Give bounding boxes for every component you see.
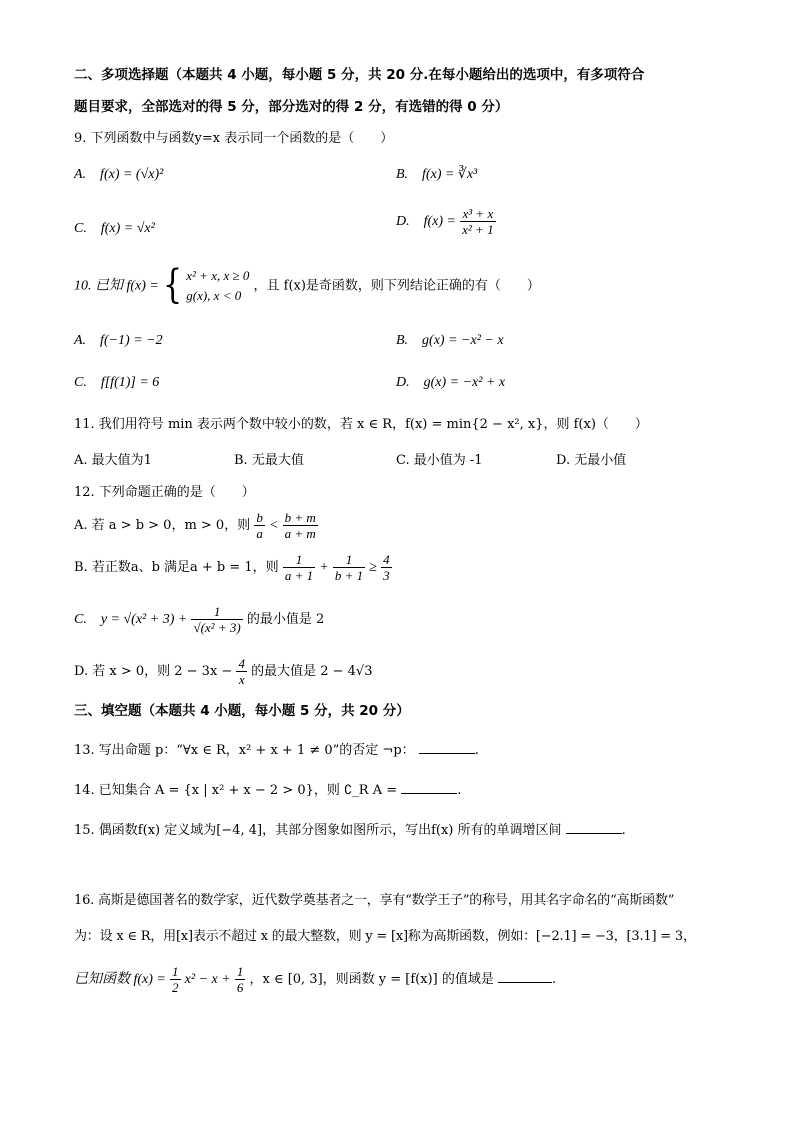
q12-option-c-frac-den: √(x² + 3) <box>193 620 241 635</box>
q11-option-a: A. 最大值为1 <box>74 453 152 468</box>
q16-frac1 <box>170 964 181 995</box>
q10-stem <box>74 262 540 309</box>
q16-frac2-num: 1 <box>236 964 244 979</box>
q9-option-c: C. f(x) = √x² <box>74 221 155 236</box>
q13-answer-blank[interactable] <box>419 740 475 754</box>
q16-frac2 <box>235 964 246 995</box>
q14-line <box>74 780 461 800</box>
q16-line1: 16. 高斯是德国著名的数学家，近代数学奠基者之一，享有“数学王子”的称号，用其名字命名的“高斯函数” <box>74 893 675 908</box>
q12-option-a-frac1-num: b <box>256 510 263 525</box>
q12-option-a-frac1 <box>254 510 265 541</box>
q9-option-d-fraction <box>460 206 495 237</box>
q12-option-b <box>74 552 392 583</box>
q12-option-b-ge: ≥ <box>369 560 377 575</box>
q10-option-b: B. g(x) = −x² − x <box>396 333 504 348</box>
q16-tail: . <box>551 972 557 987</box>
q9-option-b: B. f(x) = ∛x³ <box>396 167 478 182</box>
q16-line2: 为：设 x ∈ R，用[x]表示不超过 x 的最大整数，则 y = [x]称为高斯函数，例如：[−2.1] = −3，[3.1] = 3， <box>74 929 696 944</box>
q12-option-b-frac1 <box>283 552 315 583</box>
q10-option-a: A. f(−1) = −2 <box>74 333 163 348</box>
q12-option-a <box>74 510 318 541</box>
q9-option-d-denominator: x² + 1 <box>462 222 494 237</box>
q12-option-b-frac1-num: 1 <box>283 552 315 568</box>
q16-line3 <box>74 964 556 995</box>
q12-option-a-frac2 <box>283 510 318 541</box>
q10-option-c: C. f[f(1)] = 6 <box>74 375 160 390</box>
q12-option-b-frac3-num: 4 <box>383 552 390 567</box>
q12-option-b-frac1-den: a + 1 <box>284 568 314 583</box>
q16-frac1-den: 2 <box>172 980 179 995</box>
q12-option-c <box>74 604 324 635</box>
q12-option-d-frac <box>236 656 247 687</box>
q12-stem: 12. 下列命题正确的是（ ） <box>74 485 255 500</box>
q15-line <box>74 820 626 840</box>
q12-option-d-post: 的最大值是 2 − 4√3 <box>251 664 373 679</box>
q12-option-a-frac1-den: a <box>256 526 263 541</box>
q12-option-c-frac-num: 1 <box>191 604 242 620</box>
q11-option-b: B. 无最大值 <box>234 453 304 468</box>
q13-line <box>74 740 479 760</box>
q15-text: 15. 偶函数f(x) 定义域为[−4, 4]，其部分图象如图所示，写出f(x) 所有的单调增区间 <box>74 823 562 838</box>
q15-tail: . <box>621 823 626 838</box>
q9-stem: 9. 下列函数中与函数y=x 表示同一个函数的是（ ） <box>74 131 394 146</box>
q12-option-b-frac3-den: 3 <box>383 568 390 583</box>
q10-case-2: g(x), x < 0 <box>186 288 242 303</box>
q12-option-d-pre: D. 若 x > 0，则 2 − 3x − <box>74 664 233 679</box>
q11-stem: 11. 我们用符号 min 表示两个数中较小的数，若 x ∈ R，f(x) = min{2 − x², x}，则 f(x)（ ） <box>74 417 648 432</box>
q12-option-c-pre: C. y = √(x² + 3) + <box>74 612 188 627</box>
q14-text: 14. 已知集合 A = {x | x² + x − 2 > 0}，则 ∁_R A = <box>74 783 398 798</box>
q16-answer-blank[interactable] <box>498 969 552 983</box>
q13-text: 13. 写出命题 p：“∀x ∈ R，x² + x + 1 ≠ 0”的否定 ¬p： <box>74 743 415 758</box>
q12-option-c-frac <box>191 604 242 635</box>
q12-option-a-pre: A. 若 a > b > 0，m > 0，则 <box>74 518 251 533</box>
q11-option-d: D. 无最小值 <box>556 453 627 468</box>
q12-option-d-frac-den: x <box>238 672 245 687</box>
q12-option-a-frac2-den: a + m <box>284 526 316 541</box>
q12-option-a-frac2-num: b + m <box>284 510 316 525</box>
q16-line3-mid: x² − x + <box>184 972 231 987</box>
q10-cases <box>186 266 249 306</box>
section2-heading-line1: 二、多项选择题（本题共 4 小题，每小题 5 分，共 20 分.在每小题给出的选项中，有多项符合 <box>74 67 645 83</box>
q16-line3-pre: 已知函数 f(x) = <box>74 972 166 987</box>
q16-frac1-num: 1 <box>172 964 179 979</box>
q13-tail: . <box>474 743 479 758</box>
q9-option-d-numerator: x³ + x <box>460 206 495 222</box>
section2-heading-line2: 题目要求，全部选对的得 5 分，部分选对的得 2 分，有选错的得 0 分） <box>74 99 509 115</box>
q10-option-d: D. g(x) = −x² + x <box>396 375 506 390</box>
q16-frac2-den: 6 <box>236 980 244 995</box>
q12-option-b-plus: + <box>319 560 329 575</box>
q9-option-d <box>396 206 496 237</box>
q10-stem-post: ，且 f(x)是奇函数，则下列结论正确的有（ ） <box>253 278 540 294</box>
q10-case-1: x² + x, x ≥ 0 <box>186 268 250 283</box>
q12-option-b-frac2-num: 1 <box>333 552 365 568</box>
q12-option-c-post: 的最小值是 2 <box>246 612 325 627</box>
q14-answer-blank[interactable] <box>401 780 457 794</box>
q15-answer-blank[interactable] <box>566 820 622 834</box>
q11-option-c: C. 最小值为 -1 <box>396 453 483 468</box>
q12-option-a-lt: < <box>268 518 279 533</box>
q16-line3-post: ，x ∈ [0, 3]，则函数 y = [f(x)] 的值域是 <box>249 972 494 987</box>
q14-tail: . <box>457 783 462 798</box>
q9-option-d-label: D. f(x) = <box>396 214 456 229</box>
q9-option-a: A. f(x) = (√x)² <box>74 167 164 182</box>
q12-option-d <box>74 656 372 687</box>
q12-option-b-pre: B. 若正数a、b 满足a + b = 1，则 <box>74 560 279 575</box>
q10-brace: { <box>163 262 183 309</box>
section3-heading: 三、填空题（本题共 4 小题，每小题 5 分，共 20 分） <box>74 703 410 719</box>
q12-option-b-frac3 <box>381 552 392 583</box>
q12-option-d-frac-num: 4 <box>238 656 245 671</box>
q12-option-b-frac2-den: b + 1 <box>334 568 364 583</box>
q12-option-b-frac2 <box>333 552 365 583</box>
q10-stem-pre: 10. 已知 f(x) = <box>74 278 159 294</box>
